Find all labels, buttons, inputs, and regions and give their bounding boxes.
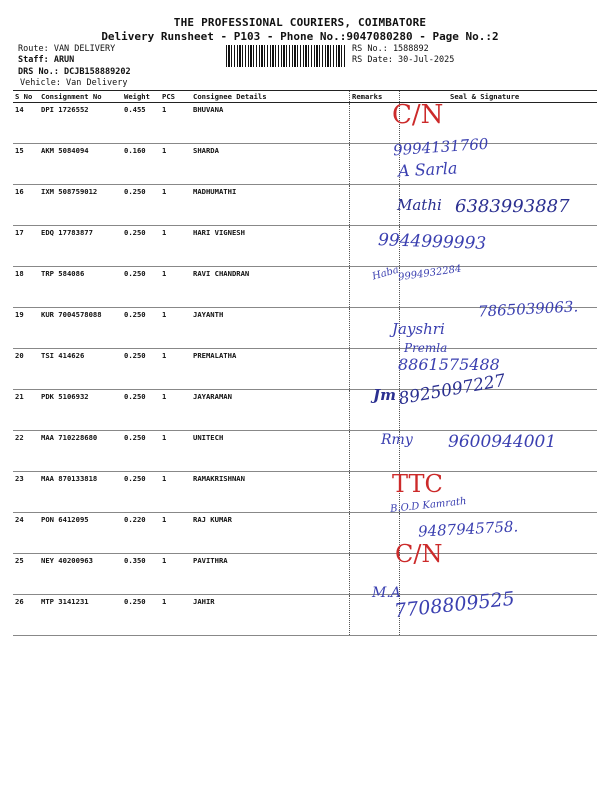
- row-weight: 0.250: [122, 390, 160, 431]
- row-remarks: [350, 185, 400, 226]
- row-weight: 0.160: [122, 144, 160, 185]
- table-row: [13, 472, 597, 513]
- row-consignee: MADHUMATHI: [191, 185, 350, 226]
- handwritten-phone-19: 7865039063.: [477, 297, 579, 321]
- row-pcs: 1: [160, 185, 191, 226]
- handwritten-name-15: A Sarla: [397, 158, 458, 181]
- handwritten-name-20: Premla: [404, 341, 448, 355]
- row-consignment-no: MAA 710228680: [39, 431, 122, 472]
- row-weight: 0.250: [122, 185, 160, 226]
- handwritten-phone-22: 9600944001: [448, 432, 557, 452]
- row-pcs: 1: [160, 103, 191, 144]
- row-weight: 0.250: [122, 226, 160, 267]
- barcode-image: [226, 45, 346, 67]
- row-weight: 0.250: [122, 308, 160, 349]
- row-sno: 19: [13, 308, 39, 349]
- row-pcs: 1: [160, 472, 191, 513]
- row-pcs: 1: [160, 267, 191, 308]
- row-consignee: JAYARAMAN: [191, 390, 350, 431]
- row-consignment-no: PON 6412095: [39, 513, 122, 554]
- row-consignee: BHUVANA: [191, 103, 350, 144]
- row-weight: 0.220: [122, 513, 160, 554]
- row-consignment-no: NEY 40200963: [39, 554, 122, 595]
- row-consignee: PREMALATHA: [191, 349, 350, 390]
- row-pcs: 1: [160, 144, 191, 185]
- row-pcs: 1: [160, 595, 191, 636]
- row-sno: 25: [13, 554, 39, 595]
- table-header-row: [13, 91, 597, 103]
- handwritten-phone-15: 9994131760: [392, 134, 489, 160]
- row-sno: 18: [13, 267, 39, 308]
- row-sno: 20: [13, 349, 39, 390]
- handwritten-sign-19: Jayshri: [392, 320, 445, 338]
- row-consignment-no: PDK 5106932: [39, 390, 122, 431]
- handwritten-phone-16: 6383993887: [455, 196, 570, 217]
- row-sno: 23: [13, 472, 39, 513]
- handwritten-phone-24: 9487945758.: [417, 517, 519, 541]
- runsheet-subtitle: Delivery Runsheet - P103 - Phone No.:9047080280 - Page No.:2: [101, 30, 499, 43]
- handwritten-name-24: B.O.D Kamrath: [389, 496, 468, 515]
- row-pcs: 1: [160, 308, 191, 349]
- row-consignment-no: MTP 3141231: [39, 595, 122, 636]
- handwritten-name-26: M.A: [372, 585, 401, 601]
- row-remarks: [350, 513, 400, 554]
- row-consignee: RAVI CHANDRAN: [191, 267, 350, 308]
- row-sno: 21: [13, 390, 39, 431]
- table-row: [13, 390, 597, 431]
- vehicle-label: Vehicle: Van Delivery: [20, 78, 128, 88]
- row-pcs: 1: [160, 431, 191, 472]
- col-pcs: PCS: [160, 91, 191, 103]
- row-weight: 0.250: [122, 472, 160, 513]
- row-pcs: 1: [160, 513, 191, 554]
- row-consignee: PAVITHRA: [191, 554, 350, 595]
- row-weight: 0.250: [122, 595, 160, 636]
- drs-number: DRS No.: DCJB158889202: [18, 67, 131, 77]
- route-label: Route: VAN DELIVERY: [18, 44, 116, 54]
- row-sno: 17: [13, 226, 39, 267]
- row-sno: 14: [13, 103, 39, 144]
- row-remarks: [350, 349, 400, 390]
- row-weight: 0.350: [122, 554, 160, 595]
- staff-label: Staff: ARUN: [18, 55, 75, 65]
- row-pcs: 1: [160, 390, 191, 431]
- handwritten-name-18: Haba: [371, 264, 401, 283]
- rs-number: RS No.: 1588892: [352, 44, 429, 54]
- handwritten-phone-21: 8925097227: [397, 370, 508, 410]
- table-row: [13, 144, 597, 185]
- row-consignee: RAMAKRISHNAN: [191, 472, 350, 513]
- handwritten-cn-25: C/N: [395, 540, 443, 568]
- table-row: [13, 349, 597, 390]
- row-sno: 16: [13, 185, 39, 226]
- handwritten-phone-26: 7708809525: [393, 587, 516, 623]
- row-sno: 26: [13, 595, 39, 636]
- row-consignee: JAYANTH: [191, 308, 350, 349]
- row-weight: 0.250: [122, 431, 160, 472]
- row-pcs: 1: [160, 349, 191, 390]
- col-remarks: Remarks: [350, 91, 400, 103]
- row-consignment-no: AKM 5084094: [39, 144, 122, 185]
- row-remarks: [350, 144, 400, 185]
- row-consignee: HARI VIGNESH: [191, 226, 350, 267]
- row-consignment-no: MAA 870133818: [39, 472, 122, 513]
- row-consignment-no: TRP 584086: [39, 267, 122, 308]
- row-consignee: RAJ KUMAR: [191, 513, 350, 554]
- handwritten-cn-14: C/N: [392, 100, 444, 130]
- handwritten-name-16: Mathi: [397, 196, 442, 214]
- handwritten-sign-21: Jm: [373, 386, 396, 404]
- row-consignment-no: IXM 508759012: [39, 185, 122, 226]
- handwritten-phone-17: 9944999993: [377, 230, 487, 254]
- row-pcs: 1: [160, 554, 191, 595]
- row-consignment-no: DPI 1726552: [39, 103, 122, 144]
- row-pcs: 1: [160, 226, 191, 267]
- col-signature: Seal & Signature: [400, 91, 598, 103]
- row-consignment-no: KUR 7004578088: [39, 308, 122, 349]
- row-consignee: SHARDA: [191, 144, 350, 185]
- handwritten-ttc-23: TTC: [392, 470, 443, 498]
- handwritten-name-22: Rmy: [381, 432, 413, 448]
- row-sno: 22: [13, 431, 39, 472]
- col-weight: Weight: [122, 91, 160, 103]
- rs-date: RS Date: 30-Jul-2025: [352, 55, 455, 65]
- row-sno: 24: [13, 513, 39, 554]
- handwritten-phone-20: 8861575488: [398, 355, 500, 374]
- col-consignment: Consignment No: [39, 91, 122, 103]
- table-row: [13, 226, 597, 267]
- row-consignee: UNITECH: [191, 431, 350, 472]
- row-weight: 0.250: [122, 349, 160, 390]
- row-consignment-no: TSI 414626: [39, 349, 122, 390]
- col-consignee: Consignee Details: [191, 91, 350, 103]
- row-consignment-no: EDQ 17783877: [39, 226, 122, 267]
- row-weight: 0.250: [122, 267, 160, 308]
- row-sno: 15: [13, 144, 39, 185]
- runsheet-table: [13, 90, 597, 636]
- handwritten-phone-18: 9994932284: [397, 263, 463, 284]
- row-weight: 0.455: [122, 103, 160, 144]
- col-sno: S No: [13, 91, 39, 103]
- table-row: [13, 103, 597, 144]
- company-title: THE PROFESSIONAL COURIERS, COIMBATORE: [173, 16, 427, 29]
- row-consignee: JAHIR: [191, 595, 350, 636]
